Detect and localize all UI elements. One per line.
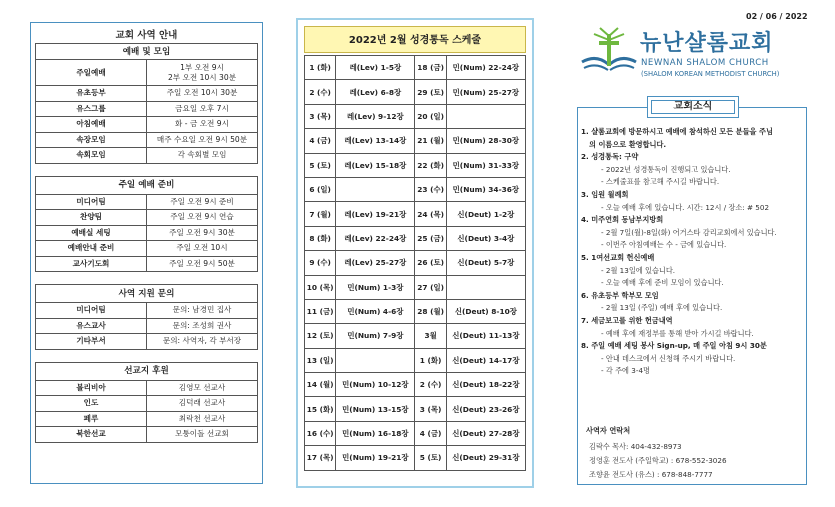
- row-value: [147, 318, 258, 334]
- table-row: [36, 117, 258, 133]
- table-row: [305, 177, 526, 201]
- schedule-date: 14 (월): [305, 373, 336, 397]
- schedule-reading: 민(Num) 16-18장: [336, 421, 415, 445]
- news-item-heading-cont: 의 이름으로 환영합니다.: [589, 139, 667, 149]
- schedule-reading: 레(Lev) 13-14장: [336, 129, 415, 153]
- schedule-date: 26 (토): [415, 251, 446, 275]
- row-label: 주일예배: [36, 60, 147, 86]
- table-row: [305, 275, 526, 299]
- staff-contacts: [586, 424, 727, 482]
- church-logo-icon: [578, 24, 640, 78]
- table-row: [36, 210, 258, 226]
- news-item-heading: 6. 유초등부 학부모 모임: [581, 290, 659, 300]
- section-header-row: [36, 44, 258, 60]
- news-item-detail: - 2월 13일에 있습니다.: [601, 265, 676, 275]
- schedule-reading: 신(Deut) 11-13장: [446, 324, 525, 348]
- news-item-detail: - 2월 13일 (주일) 예배 후에 있습니다.: [601, 303, 723, 313]
- section-heading: 사역 지원 문의: [36, 285, 258, 303]
- schedule-date: 4 (금): [305, 129, 336, 153]
- news-item-heading: 1. 샬롬교회에 방문하시고 예배에 참석하신 모든 분들을 주님: [581, 127, 773, 136]
- table-row: [305, 299, 526, 323]
- row-value: [147, 117, 258, 133]
- news-item-detail: - 오늘 예배 후에 준비 모임이 있습니다.: [601, 278, 724, 288]
- table-row: [36, 194, 258, 210]
- row-value: [147, 256, 258, 272]
- row-label: 북한선교: [36, 427, 147, 443]
- table-row: [36, 148, 258, 164]
- news-item: [581, 290, 805, 315]
- schedule-reading: 민(Num) 25-27장: [446, 80, 525, 104]
- schedule-reading: [336, 177, 415, 201]
- row-value-line: 최락천 선교사: [178, 413, 226, 423]
- row-label: 페루: [36, 411, 147, 427]
- contact-line: 김락수 목사: 404-432-8973: [589, 442, 682, 451]
- schedule-date: 28 (월): [415, 299, 446, 323]
- schedule-reading: 레(Lev) 9-12장: [336, 104, 415, 128]
- table-row: [305, 80, 526, 104]
- schedule-date: 29 (토): [415, 80, 446, 104]
- row-label: 미디어팀: [36, 303, 147, 319]
- news-item-detail: - 각 주에 3-4명: [601, 366, 650, 376]
- row-label: 미디어팀: [36, 194, 147, 210]
- schedule-reading: 신(Deut) 27-28장: [446, 421, 525, 445]
- table-row: [305, 421, 526, 445]
- schedule-reading: 민(Num) 19-21장: [336, 446, 415, 470]
- news-item-detail: - 이번주 아침예배는 수 - 금에 있습니다.: [601, 240, 727, 250]
- row-value: [147, 132, 258, 148]
- row-value-line: 2부 오전 10시 30분: [167, 72, 237, 82]
- row-value: [147, 411, 258, 427]
- schedule-date: 15 (화): [305, 397, 336, 421]
- schedule-reading: 레(Lev) 22-24장: [336, 226, 415, 250]
- section-gap: [35, 350, 258, 362]
- section-header-row: [36, 362, 258, 380]
- schedule-reading: 신(Deut) 8-10장: [446, 299, 525, 323]
- news-item-detail: - 2월 7일(월)-8일(화) 어거스타 감리교회에서 있습니다.: [601, 227, 777, 237]
- table-row: [305, 397, 526, 421]
- news-item: [581, 151, 805, 189]
- row-value: [147, 427, 258, 443]
- schedule-date: 21 (월): [415, 129, 446, 153]
- row-value-line: 주일 오전 10시 30분: [166, 88, 238, 98]
- schedule-date: 18 (금): [415, 56, 446, 80]
- row-value-line: 매주 수요일 오전 9시 50분: [156, 134, 248, 144]
- contact-line: 조향윤 전도사 (유스) : 678-848-7777: [589, 470, 713, 479]
- section-table-support: [35, 284, 258, 350]
- schedule-date: 4 (금): [415, 421, 446, 445]
- news-item-detail: - 오늘 예배 후에 있습니다. 시간: 12시 / 장소: # 502: [601, 202, 770, 212]
- news-item-heading: 2. 성경통독: 구약: [581, 152, 639, 162]
- row-value-line: 문의: 남경민 집사: [172, 305, 232, 315]
- schedule-date: 16 (수): [305, 421, 336, 445]
- news-item: [581, 214, 805, 252]
- schedule-date: 2 (수): [415, 373, 446, 397]
- schedule-reading: [446, 104, 525, 128]
- table-row: [36, 101, 258, 117]
- schedule-date: 27 (일): [415, 275, 446, 299]
- schedule-date: 25 (금): [415, 226, 446, 250]
- table-row: [36, 334, 258, 350]
- schedule-reading: [336, 348, 415, 372]
- schedule-reading: 레(Lev) 6-8장: [336, 80, 415, 104]
- section-table-worship: [35, 43, 258, 164]
- row-label: 유스교사: [36, 318, 147, 334]
- section-heading: 선교지 후원: [36, 362, 258, 380]
- church-news-list: [581, 126, 805, 378]
- row-label: 유초등부: [36, 86, 147, 102]
- section-gap: [35, 164, 258, 176]
- row-value-line: 문의: 조성희 권사: [172, 320, 232, 330]
- schedule-date: 20 (일): [415, 104, 446, 128]
- schedule-date: 12 (토): [305, 324, 336, 348]
- schedule-reading: 신(Deut) 14-17장: [446, 348, 525, 372]
- schedule-date: 11 (금): [305, 299, 336, 323]
- church-name-korean: 뉴난샬롬교회: [640, 31, 774, 56]
- schedule-reading: 민(Num) 22-24장: [446, 56, 525, 80]
- schedule-date: 1 (화): [415, 348, 446, 372]
- schedule-reading: 레(Lev) 15-18장: [336, 153, 415, 177]
- contact-line: 정영훈 전도사 (주일학교) : 678-552-3026: [589, 456, 727, 465]
- row-value-line: 주일 오전 9시 30분: [169, 227, 235, 237]
- table-row: [305, 348, 526, 372]
- bible-reading-schedule: [296, 18, 534, 488]
- news-item: [581, 126, 805, 151]
- schedule-date: 7 (월): [305, 202, 336, 226]
- row-label: 볼리비아: [36, 380, 147, 396]
- news-item: [581, 189, 805, 214]
- schedule-date: 10 (목): [305, 275, 336, 299]
- ministry-guide-title: 교회 사역 안내: [115, 30, 178, 41]
- table-row: [36, 60, 258, 86]
- row-value-line: 주일 오전 9시 준비: [170, 196, 234, 206]
- row-value: [147, 225, 258, 241]
- row-value-line: 주일 오전 10시: [176, 243, 228, 253]
- table-row: [305, 104, 526, 128]
- section-gap: [35, 272, 258, 284]
- row-value-line: 모퉁이돌 선교회: [175, 429, 229, 439]
- schedule-reading: 민(Num) 13-15장: [336, 397, 415, 421]
- ministry-guide-body: [35, 43, 258, 443]
- section-header-row: [36, 285, 258, 303]
- row-value-line: 김덕래 선교사: [178, 398, 226, 408]
- schedule-date: 1 (화): [305, 56, 336, 80]
- schedule-date: 24 (목): [415, 202, 446, 226]
- schedule-date: 3월: [415, 324, 446, 348]
- table-row: [36, 303, 258, 319]
- table-row: [36, 86, 258, 102]
- news-item-heading: 7. 세금보고를 위한 헌금내역: [581, 315, 673, 325]
- table-row: [305, 446, 526, 470]
- row-label: 아침예배: [36, 117, 147, 133]
- schedule-date: 5 (토): [415, 446, 446, 470]
- schedule-date: 3 (목): [305, 104, 336, 128]
- schedule-date: 5 (토): [305, 153, 336, 177]
- schedule-reading: 신(Deut) 29-31장: [446, 446, 525, 470]
- church-name-english: NEWNAN SHALOM CHURCH: [641, 58, 769, 68]
- row-value-line: 화 - 금 오전 9시: [175, 119, 229, 129]
- row-label: 예배안내 준비: [36, 241, 147, 257]
- table-row: [36, 256, 258, 272]
- table-row: [36, 427, 258, 443]
- row-value: [147, 210, 258, 226]
- row-value: [147, 380, 258, 396]
- schedule-reading: 민(Num) 10-12장: [336, 373, 415, 397]
- table-row: [36, 396, 258, 412]
- schedule-date: 6 (일): [305, 177, 336, 201]
- row-value: [147, 334, 258, 350]
- row-value-line: 문의: 사역자, 각 부서장: [162, 336, 242, 346]
- section-heading: 주일 예배 준비: [36, 176, 258, 194]
- news-item-heading: 5. 1여선교회 헌신예배: [581, 252, 655, 262]
- news-item: [581, 315, 805, 340]
- news-item-heading: 8. 주일 예배 세팅 봉사 Sign-up, 매 주일 아침 9시 30분: [581, 341, 767, 351]
- table-row: [305, 324, 526, 348]
- row-value: [147, 148, 258, 164]
- news-item-detail: - 2022년 성경통독이 진행되고 있습니다.: [601, 164, 731, 174]
- row-value: [147, 60, 258, 86]
- row-value-line: 김영모 선교사: [178, 382, 226, 392]
- row-value: [147, 241, 258, 257]
- row-label: 인도: [36, 396, 147, 412]
- schedule-reading: 민(Num) 7-9장: [336, 324, 415, 348]
- table-row: [305, 129, 526, 153]
- row-label: 유스그룹: [36, 101, 147, 117]
- row-value: [147, 101, 258, 117]
- table-row: [36, 132, 258, 148]
- table-row: [36, 380, 258, 396]
- schedule-reading: 레(Lev) 1-5장: [336, 56, 415, 80]
- schedule-reading: 민(Num) 1-3장: [336, 275, 415, 299]
- schedule-reading: 레(Lev) 19-21장: [336, 202, 415, 226]
- section-header-row: [36, 176, 258, 194]
- schedule-reading: 레(Lev) 25-27장: [336, 251, 415, 275]
- row-label: 예배실 세팅: [36, 225, 147, 241]
- schedule-reading: 신(Deut) 3-4장: [446, 226, 525, 250]
- table-row: [305, 202, 526, 226]
- schedule-reading: 민(Num) 4-6장: [336, 299, 415, 323]
- schedule-reading: [446, 275, 525, 299]
- schedule-reading: 신(Deut) 18-22장: [446, 373, 525, 397]
- schedule-reading: 민(Num) 28-30장: [446, 129, 525, 153]
- schedule-date: 3 (목): [415, 397, 446, 421]
- row-value: [147, 194, 258, 210]
- table-row: [36, 411, 258, 427]
- table-row: [305, 226, 526, 250]
- section-heading: 예배 및 모임: [36, 44, 258, 60]
- row-label: 찬양팀: [36, 210, 147, 226]
- bulletin-date: 02 / 06 / 2022: [746, 12, 808, 21]
- row-value-line: 각 속회별 모임: [177, 150, 227, 160]
- table-row: [305, 251, 526, 275]
- news-item-detail: - 안내 데스크에서 신청해 주시기 바랍니다.: [601, 353, 736, 363]
- row-label: 속장모임: [36, 132, 147, 148]
- schedule-date: 13 (일): [305, 348, 336, 372]
- schedule-date: 17 (목): [305, 446, 336, 470]
- row-value-line: 주일 오전 9시 50분: [169, 258, 235, 268]
- schedule-title: 2022년 2월 성경통독 스케줄: [304, 26, 526, 53]
- schedule-reading: 민(Num) 34-36장: [446, 177, 525, 201]
- row-label: 기타부서: [36, 334, 147, 350]
- table-row: [36, 225, 258, 241]
- schedule-reading: 신(Deut) 1-2장: [446, 202, 525, 226]
- row-value-line: 금요일 오후 7시: [175, 103, 229, 113]
- news-item-detail: - 예배 후에 재정부를 통해 받아 가시길 바랍니다.: [601, 328, 754, 338]
- schedule-date: 22 (화): [415, 153, 446, 177]
- church-news-title: 교회소식: [647, 96, 739, 118]
- schedule-date: 2 (수): [305, 80, 336, 104]
- table-row: [305, 56, 526, 80]
- schedule-date: 8 (화): [305, 226, 336, 250]
- row-label: 속회모임: [36, 148, 147, 164]
- schedule-date: 9 (수): [305, 251, 336, 275]
- schedule-reading: 민(Num) 31-33장: [446, 153, 525, 177]
- table-row: [36, 318, 258, 334]
- row-value: [147, 396, 258, 412]
- news-item-detail: - 스케줄표를 참고해 주시길 바랍니다.: [601, 177, 720, 187]
- church-subtitle: (SHALOM KOREAN METHODIST CHURCH): [641, 70, 780, 78]
- section-table-mission: [35, 362, 258, 443]
- news-item: [581, 252, 805, 290]
- row-value-line: 주일 오전 9시 연습: [170, 212, 234, 222]
- table-row: [305, 373, 526, 397]
- contacts-heading: 사역자 연락처: [586, 426, 631, 435]
- news-item-heading: 4. 미주연회 동남부지방회: [581, 215, 664, 225]
- table-row: [305, 153, 526, 177]
- row-value: [147, 303, 258, 319]
- table-row: [36, 241, 258, 257]
- schedule-date: 23 (수): [415, 177, 446, 201]
- schedule-table: [304, 55, 526, 471]
- schedule-reading: 신(Deut) 23-26장: [446, 397, 525, 421]
- ministry-guide-panel: [30, 22, 263, 484]
- row-value: [147, 86, 258, 102]
- schedule-reading: 신(Deut) 5-7장: [446, 251, 525, 275]
- news-item-heading: 3. 임원 월례회: [581, 189, 629, 199]
- section-table-prep: [35, 176, 258, 273]
- news-item: [581, 340, 805, 378]
- row-label: 교사기도회: [36, 256, 147, 272]
- row-value-line: 1부 오전 9시: [180, 62, 224, 72]
